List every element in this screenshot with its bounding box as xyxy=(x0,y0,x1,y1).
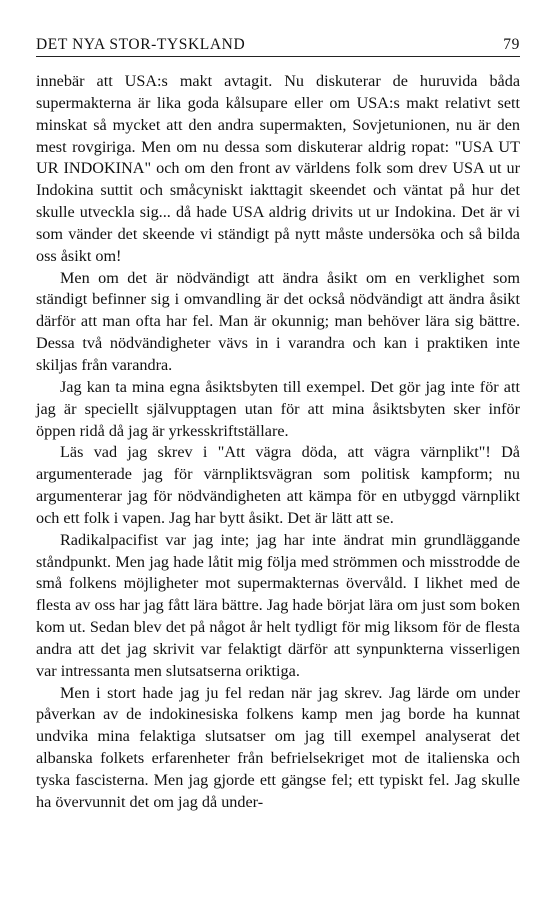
body-text xyxy=(36,71,520,814)
paragraph: Men i stort hade jag ju fel redan när jag skrev. Jag lärde om under påverkan av de indokinesiska folkens kamp men jag borde ha kunnat undvika mina felaktiga slutsatser om jag till exempel analyserat det albanska folkets erfarenheter från befrielsekriget mot de italienska och tyska fascisterna. Men jag gjorde ett gängse fel; ett typiskt fel. Jag skulle ha övervunnit det om jag då under- xyxy=(36,683,520,811)
book-page xyxy=(36,34,520,814)
paragraph: Läs vad jag skrev i "Att vägra döda, att vägra värnplikt"! Då argumenterade jag för värnpliktsvägran som politisk kampform; nu argumenterar jag för nödvändigheten att kämpa för en utbyggd värnplikt och ett folk i vapen. Jag har bytt åsikt. Det är lätt att se. xyxy=(36,443,520,527)
paragraph: Jag kan ta mina egna åsiktsbyten till exempel. Det gör jag inte för att jag är speciellt självupptagen utan för att mina åsiktsbyten sker inför öppen ridå då jag är yrkesskriftställare. xyxy=(36,377,520,440)
page-number: 79 xyxy=(503,36,520,53)
paragraph: innebär att USA:s makt avtagit. Nu diskuterar de huruvida båda supermakterna är lika goda kålsupare eller om USA:s makt relativt sett minskat så mycket att den andra supermakten, Sovjetunionen, nu är den mest rovgiriga. Men om nu dessa som diskuterar aldrig ropat: "USA UT UR INDOKINA" och om den front av världens folk som drev USA ut ur Indokina suttit och småcyniskt iakttagit skeendet och väntat på hur det skulle utveckla sig... då hade USA aldrig drivits ut ur Indokina. Det är vi som vänder det skeende vi ständigt på nytt måste undersöka och så bilda oss åsikt om! xyxy=(36,72,520,265)
running-title: DET NYA STOR-TYSKLAND xyxy=(36,36,246,53)
running-head xyxy=(36,34,520,57)
paragraph: Men om det är nödvändigt att ändra åsikt om en verklighet som ständigt befinner sig i omvandling är det också nödvändigt att ändra åsikt därför att man ofta har fel. Man är okunnig; man behöver lära sig bättre. Dessa två nödvändigheter vävs in i varandra och kan i praktiken inte skiljas från varandra. xyxy=(36,268,520,374)
paragraph: Radikalpacifist var jag inte; jag har inte ändrat min grundläggande ståndpunkt. Men jag hade låtit mig följa med strömmen och misstrodde de små folkens möjligheter mot supermakternas övervåld. I likhet med de flesta av oss har jag fått lära bättre. Jag hade börjat lära om just som boken kom ut. Sedan blev det på något år helt tydligt för mig liksom för de flesta andra att det jag skrivit var felaktigt därför att synpunkterna visserligen var intressanta men slutsatserna oriktiga. xyxy=(36,530,520,680)
